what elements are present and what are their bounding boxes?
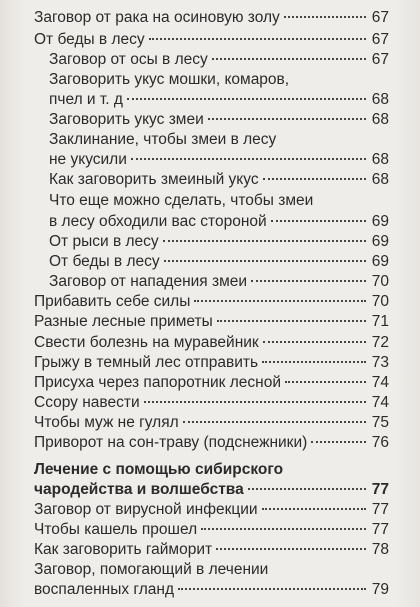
page-number: 78 xyxy=(371,541,389,558)
toc-entry-title: Чтобы муж не гулял xyxy=(34,414,179,431)
toc-entry-title: воспаленных гланд xyxy=(34,581,175,598)
toc-entry-line xyxy=(34,413,389,433)
toc-entry-title: Свести болезнь на муравейник xyxy=(34,334,259,351)
toc-entry-line xyxy=(34,333,389,353)
toc-entry-title: Присуха через папоротник лесной xyxy=(34,374,282,391)
toc-entry-title: Приворот на сон-траву (подснежники) xyxy=(34,434,308,451)
toc-entry-title: Прибавить себе силы xyxy=(34,293,191,310)
page-number: 79 xyxy=(371,581,389,598)
dot-leader xyxy=(285,381,366,383)
toc-entry-line xyxy=(49,150,389,170)
toc-entry-line xyxy=(34,560,389,580)
page-number: 72 xyxy=(371,334,389,351)
toc-entry-title: От рыси в лесу xyxy=(49,233,159,250)
toc-entry-line xyxy=(34,312,389,332)
dot-leader xyxy=(194,300,365,302)
dot-leader xyxy=(217,320,366,322)
toc-entry-title: Заклинание, чтобы змеи в лесу xyxy=(49,131,277,148)
toc-entry-line xyxy=(34,500,389,520)
toc-entry-line xyxy=(49,50,389,70)
toc-entry-line xyxy=(34,520,389,540)
toc-entry-title: Заговор, помогающий в лечении xyxy=(34,561,269,578)
toc-entry-line xyxy=(34,433,389,453)
dot-leader xyxy=(263,341,366,343)
dot-leader xyxy=(183,421,366,423)
page-number: 67 xyxy=(371,51,389,68)
toc-entry-line xyxy=(49,130,389,150)
toc-entry-line xyxy=(49,252,389,272)
toc-entry-title: Лечение с помощью сибирского xyxy=(34,461,284,478)
toc-entry-title: Чтобы кашель прошел xyxy=(34,521,198,538)
toc-entry-title: чародейства и волшебства xyxy=(34,481,244,498)
toc-entry-title: Заговор от осы в лесу xyxy=(49,51,208,68)
page-number: 77 xyxy=(371,481,389,498)
toc-entry-line xyxy=(34,580,389,600)
dot-leader xyxy=(163,240,366,242)
toc-entry-line xyxy=(49,191,389,211)
page-number: 76 xyxy=(371,434,389,451)
page-number: 73 xyxy=(371,354,389,371)
dot-leader xyxy=(201,528,366,530)
toc-entry-line xyxy=(49,212,389,232)
dot-leader xyxy=(251,280,366,282)
dot-leader xyxy=(131,158,366,160)
toc-entry-title: Что еще можно сделать, чтобы змеи xyxy=(49,192,314,209)
dot-leader xyxy=(149,38,366,40)
page-number: 68 xyxy=(371,111,389,128)
dot-leader xyxy=(271,220,366,222)
toc-entry-line xyxy=(34,353,389,373)
dot-leader xyxy=(178,588,366,590)
page-number: 68 xyxy=(371,91,389,108)
toc-entry-title: не укусили xyxy=(49,151,127,168)
dot-leader xyxy=(216,548,366,550)
dot-leader xyxy=(248,488,366,490)
toc-entry-title: Заговорить укус мошки, комаров, xyxy=(49,71,290,88)
page-number: 77 xyxy=(371,501,389,518)
toc-entry-title: От беды в лесу xyxy=(49,253,160,270)
toc-entry-title: Как заговорить гайморит xyxy=(34,541,213,558)
toc-entry-title: От беды в лесу xyxy=(34,31,145,48)
page-number: 67 xyxy=(371,9,389,26)
toc-entry-line xyxy=(49,90,389,110)
dot-leader xyxy=(284,16,366,18)
toc-entry-line xyxy=(34,393,389,413)
dot-leader xyxy=(208,118,366,120)
page-number: 70 xyxy=(371,293,389,310)
page-number: 69 xyxy=(371,213,389,230)
page-number: 74 xyxy=(371,374,389,391)
toc-entry-line xyxy=(34,460,389,480)
toc-entry-line xyxy=(34,8,389,28)
toc-entry-line xyxy=(34,540,389,560)
toc-entry-title: Как заговорить змеиный укус xyxy=(49,171,259,188)
toc-entry-line xyxy=(49,272,389,292)
page-number: 75 xyxy=(371,414,389,431)
dot-leader xyxy=(127,98,366,100)
toc-entry-line xyxy=(49,170,389,190)
page-number: 70 xyxy=(371,273,389,290)
toc-entry-title: Заговор от вирусной инфекции xyxy=(34,501,258,518)
page-number: 68 xyxy=(371,171,389,188)
dot-leader xyxy=(263,178,366,180)
dot-leader xyxy=(212,58,366,60)
toc-entry-title: Ссору навести xyxy=(34,394,140,411)
toc-entry-title: Грыжу в темный лес отправить xyxy=(34,354,259,371)
page-number: 68 xyxy=(371,151,389,168)
toc-entry-title: Заговор от рака на осиновую золу xyxy=(34,9,280,26)
toc-entry-line xyxy=(49,70,389,90)
toc-entry-line xyxy=(34,292,389,312)
toc-entry-title: пчел и т. д xyxy=(49,91,123,108)
dot-leader xyxy=(262,508,366,510)
dot-leader xyxy=(262,361,366,363)
page-number: 71 xyxy=(371,313,389,330)
page-number: 74 xyxy=(371,394,389,411)
dot-leader xyxy=(311,441,365,443)
page-number: 67 xyxy=(371,31,389,48)
toc-entry-line xyxy=(34,30,389,50)
toc-entry-line xyxy=(49,110,389,130)
toc-entry-line xyxy=(34,480,389,500)
toc-entry-line xyxy=(49,232,389,252)
toc-entry-title: Заговорить укус змеи xyxy=(49,111,204,128)
toc-entry-line xyxy=(34,373,389,393)
toc-entry-title: Разные лесные приметы xyxy=(34,313,213,330)
page-number: 69 xyxy=(371,233,389,250)
toc-entry-title: Заговор от нападения змеи xyxy=(49,273,248,290)
dot-leader xyxy=(164,260,366,262)
page-number: 69 xyxy=(371,253,389,270)
toc-entry-title: в лесу обходили вас стороной xyxy=(49,213,267,230)
page-number: 77 xyxy=(371,521,389,538)
dot-leader xyxy=(144,401,366,403)
